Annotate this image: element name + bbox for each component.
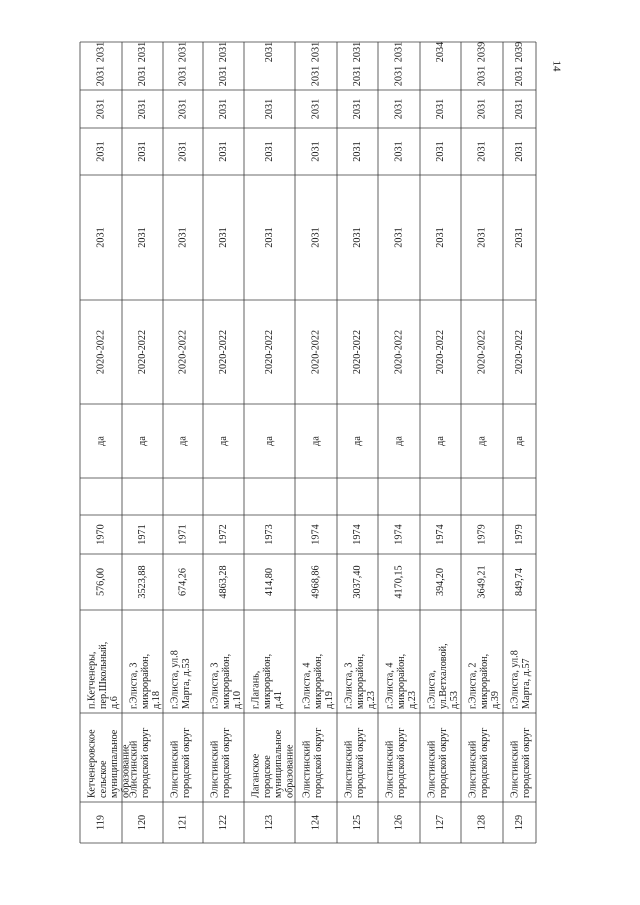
target-year-text: 2031 — [177, 41, 189, 63]
period-value-text: 2020-2022 — [217, 329, 229, 375]
target-year-text: 2031 — [393, 41, 405, 63]
flag-value-text: да — [513, 436, 525, 446]
row-number-text: 124 — [310, 814, 322, 831]
year-2031-c-text: 2031 — [136, 98, 148, 120]
year-2031-c-text: 2031 — [217, 98, 229, 120]
address-text: д.53 — [449, 691, 461, 709]
address-text: г.Элиста, 3 — [128, 662, 140, 709]
address-text: г.Элиста, ул.8 — [509, 650, 521, 709]
year-value-text: 1971 — [136, 524, 148, 545]
period-value-text: 2020-2022 — [513, 329, 525, 375]
address-text: д.39 — [490, 691, 502, 709]
year-2031-b-text: 2031 — [263, 141, 275, 162]
area-value-text: 674,26 — [177, 567, 189, 597]
address-text: ул.Ветхаловой, — [437, 643, 449, 709]
flag-value-text: да — [177, 436, 189, 446]
year-2031-d-text: 2031 — [393, 65, 405, 87]
flag-value-text: да — [310, 436, 322, 446]
area-value-text: 4170,15 — [393, 565, 405, 599]
year-2031-d-text: 2031 — [476, 65, 488, 87]
table-row — [301, 42, 335, 830]
row-number-text: 123 — [263, 814, 275, 831]
year-2031-a-text: 2031 — [310, 227, 322, 248]
year-2031-a-text: 2031 — [351, 227, 363, 248]
address-text: микрорайон, — [220, 653, 232, 709]
table-body — [86, 42, 531, 830]
row-number-text: 129 — [513, 814, 525, 831]
area-value-text: 394,20 — [434, 567, 446, 597]
address-text: микрорайон, — [139, 653, 151, 709]
year-2031-a-text: 2031 — [393, 227, 405, 248]
municipality-text: Элистинский — [426, 740, 438, 798]
municipality-text: муниципальное — [273, 729, 285, 798]
period-value-text: 2020-2022 — [95, 329, 107, 375]
period-value-text: 2020-2022 — [434, 329, 446, 375]
municipality-text: Лаганское — [250, 753, 262, 798]
year-2031-b-text: 2031 — [476, 141, 488, 162]
year-value-text: 1972 — [217, 524, 229, 545]
area-value-text: 4863,28 — [217, 565, 229, 599]
municipality-text: Элистинский — [128, 740, 140, 798]
address-text: г.Элиста, 2 — [467, 662, 479, 709]
area-value-text: 849,74 — [513, 567, 525, 597]
table-row — [250, 42, 295, 830]
municipality-text: городской округ — [354, 727, 366, 798]
year-2031-c-text: 2031 — [351, 98, 363, 120]
year-value-text: 1970 — [95, 524, 107, 545]
year-value-text: 1971 — [177, 524, 189, 545]
year-2031-b-text: 2031 — [217, 141, 229, 162]
year-2031-a-text: 2031 — [476, 227, 488, 248]
period-value-text: 2020-2022 — [177, 329, 189, 375]
year-2031-d-text: 2031 — [177, 65, 189, 87]
table-row — [209, 42, 243, 830]
row-number-text: 126 — [393, 814, 405, 831]
flag-value-text: да — [351, 436, 363, 446]
year-2031-b-text: 2031 — [351, 141, 363, 162]
address-text: д.18 — [151, 691, 163, 709]
year-value-text: 1974 — [310, 524, 322, 545]
year-2031-b-text: 2031 — [310, 141, 322, 162]
address-text: г.Элиста, 3 — [343, 662, 355, 709]
target-year-text: 2031 — [136, 41, 148, 63]
address-text: д.19 — [324, 691, 336, 709]
target-year-text: 2031 — [217, 41, 229, 63]
row-number-text: 122 — [217, 814, 229, 831]
municipality-text: муниципальное — [109, 729, 121, 798]
period-value-text: 2020-2022 — [351, 329, 363, 375]
period-value-text: 2020-2022 — [263, 329, 275, 375]
municipality-text: городской округ — [520, 727, 532, 798]
table-row — [384, 42, 418, 830]
year-2031-a-text: 2031 — [136, 227, 148, 248]
year-2031-c-text: 2031 — [177, 98, 189, 120]
year-2031-b-text: 2031 — [513, 141, 525, 162]
row-number-text: 128 — [476, 814, 488, 831]
page-number: 14 — [550, 60, 563, 72]
year-2031-c-text: 2031 — [263, 98, 275, 120]
municipality-text: Элистинский — [467, 740, 479, 798]
year-2031-d-text: 2031 — [351, 65, 363, 87]
table-row — [426, 42, 460, 830]
municipality-text: Элистинский — [343, 740, 355, 798]
address-text: д.10 — [232, 691, 244, 709]
target-year-text: 2039 — [513, 41, 525, 63]
year-value-text: 1979 — [476, 524, 488, 545]
target-year-text: 2031 — [95, 41, 107, 63]
year-2031-a-text: 2031 — [434, 227, 446, 248]
address-text: пер.Школьный, — [97, 641, 109, 709]
address-text: д.23 — [407, 691, 419, 709]
municipality-text: Элистинский — [301, 740, 313, 798]
period-value-text: 2020-2022 — [310, 329, 322, 375]
flag-value-text: да — [136, 436, 148, 446]
table-row — [169, 42, 191, 830]
row-number-text: 120 — [136, 814, 148, 831]
address-text: д.41 — [273, 691, 285, 709]
area-value-text: 4968,86 — [310, 565, 322, 599]
municipality-text: городской округ — [395, 727, 407, 798]
year-2031-a-text: 2031 — [217, 227, 229, 248]
address-text: г.Элиста, 4 — [384, 662, 396, 709]
municipality-text: Элистинский — [209, 740, 221, 798]
table-row — [509, 42, 531, 830]
year-2031-b-text: 2031 — [434, 141, 446, 162]
address-text: г.Элиста, 4 — [301, 662, 313, 709]
table-row — [128, 42, 162, 830]
year-2031-a-text: 2031 — [95, 227, 107, 248]
year-2031-c-text: 2031 — [476, 98, 488, 120]
area-value-text: 3649,21 — [476, 565, 488, 599]
address-text: Марта, д.53 — [180, 658, 192, 709]
year-2031-a-text: 2031 — [263, 227, 275, 248]
municipality-text: городской округ — [437, 727, 449, 798]
year-2031-c-text: 2031 — [95, 98, 107, 120]
period-value-text: 2020-2022 — [393, 329, 405, 375]
table-grid — [80, 42, 536, 843]
flag-value-text: да — [263, 436, 275, 446]
municipality-text: Элистинский — [169, 740, 181, 798]
year-value-text: 1979 — [513, 524, 525, 545]
address-text: микрорайон, — [354, 653, 366, 709]
flag-value-text: да — [217, 436, 229, 446]
year-value-text: 1974 — [434, 524, 446, 545]
flag-value-text: да — [476, 436, 488, 446]
year-2031-a-text: 2031 — [177, 227, 189, 248]
row-number-text: 127 — [434, 814, 446, 831]
flag-value-text: да — [393, 436, 405, 446]
year-2031-b-text: 2031 — [136, 141, 148, 162]
address-text: д.6 — [109, 696, 121, 709]
year-value-text: 1974 — [393, 524, 405, 545]
target-year-text: 2034 — [434, 41, 446, 63]
address-text: п.Кетченеры, — [86, 651, 98, 709]
table-row — [467, 42, 501, 830]
municipality-text: городской округ — [478, 727, 490, 798]
target-year-text: 2031 — [263, 41, 275, 63]
address-text: микрорайон, — [312, 653, 324, 709]
address-text: микрорайон, — [261, 653, 273, 709]
area-value-text: 3523,88 — [136, 565, 148, 599]
year-2031-d-text: 2031 — [513, 65, 525, 87]
municipality-text: городской округ — [220, 727, 232, 798]
row-number-text: 121 — [177, 814, 189, 831]
year-value-text: 1974 — [351, 524, 363, 545]
municipality-text: Элистинский — [509, 740, 521, 798]
year-2031-c-text: 2031 — [513, 98, 525, 120]
year-2031-a-text: 2031 — [513, 227, 525, 248]
area-value-text: 576,00 — [95, 567, 107, 597]
address-text: Марта, д.57 — [520, 658, 532, 709]
flag-value-text: да — [434, 436, 446, 446]
area-value-text: 3037,40 — [351, 565, 363, 599]
year-2031-d-text: 2031 — [136, 65, 148, 87]
municipality-text: образование — [284, 744, 296, 798]
year-2031-b-text: 2031 — [393, 141, 405, 162]
row-number-text: 119 — [95, 815, 107, 830]
row-number-text: 125 — [351, 814, 363, 831]
year-2031-d-text: 2031 — [95, 65, 107, 87]
area-value-text: 414,80 — [263, 567, 275, 597]
year-2031-c-text: 2031 — [434, 98, 446, 120]
municipality-text: образование — [120, 744, 132, 798]
municipality-text: городской округ — [312, 727, 324, 798]
address-text: г.Элиста, — [426, 670, 438, 709]
year-2031-d-text: 2031 — [217, 65, 229, 87]
year-2031-c-text: 2031 — [310, 98, 322, 120]
flag-value-text: да — [95, 436, 107, 446]
period-value-text: 2020-2022 — [476, 329, 488, 375]
municipality-text: сельское — [97, 760, 109, 798]
municipality-text: городское — [261, 755, 273, 798]
target-year-text: 2031 — [310, 41, 322, 63]
table-row — [86, 42, 131, 830]
municipality-text: городской округ — [139, 727, 151, 798]
period-value-text: 2020-2022 — [136, 329, 148, 375]
target-year-text: 2039 — [476, 41, 488, 63]
year-2031-b-text: 2031 — [95, 141, 107, 162]
address-text: д.23 — [366, 691, 378, 709]
year-2031-b-text: 2031 — [177, 141, 189, 162]
address-text: г.Элиста, ул.8 — [169, 650, 181, 709]
target-year-text: 2031 — [351, 41, 363, 63]
address-text: г.Элиста, 3 — [209, 662, 221, 709]
table-row — [343, 42, 377, 830]
address-text: микрорайон, — [478, 653, 490, 709]
year-value-text: 1973 — [263, 524, 275, 545]
address-text: г.Лагань, — [250, 670, 262, 709]
address-text: микрорайон, — [395, 653, 407, 709]
municipality-text: Элистинский — [384, 740, 396, 798]
municipality-text: Кетченеровское — [86, 729, 98, 798]
year-2031-d-text: 2031 — [310, 65, 322, 87]
municipality-text: городской округ — [180, 727, 192, 798]
year-2031-c-text: 2031 — [393, 98, 405, 120]
